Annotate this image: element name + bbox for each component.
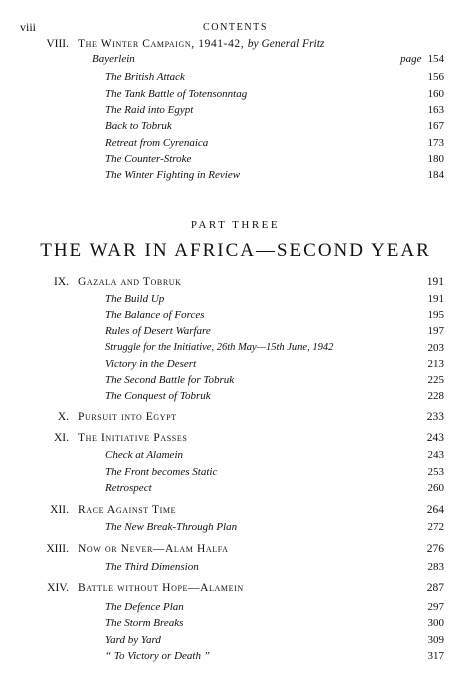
chapter-number: VIII.	[46, 38, 69, 50]
chapter-title: Gazala and Tobruk	[78, 276, 182, 288]
section-page: 297	[427, 601, 444, 613]
section-page: 191	[427, 293, 444, 305]
chapter-page: 264	[426, 504, 444, 516]
section-page: 203	[427, 342, 444, 354]
chapter-entry	[0, 411, 471, 427]
section-page: 173	[427, 137, 444, 149]
section-title: The Second Battle for Tobruk	[105, 374, 235, 386]
section-title: The Build Up	[105, 293, 165, 305]
part-heading: PART THREE	[190, 219, 281, 231]
chapter-byline: by General Fritz	[247, 38, 325, 50]
section-page: 309	[427, 634, 444, 646]
section-title: The Raid into Egypt	[105, 104, 194, 116]
section-title: Back to Tobruk	[105, 120, 172, 132]
chapter-page: 276	[426, 543, 444, 555]
section-title: The Conquest of Tobruk	[105, 390, 211, 402]
chapter-page: 233	[426, 411, 444, 423]
section-title: The Winter Fighting in Review	[105, 169, 241, 181]
section-title: The British Attack	[105, 71, 185, 83]
chapter-entry	[0, 276, 471, 292]
chapter-entry	[0, 543, 471, 559]
section-page: 300	[427, 617, 444, 629]
section-title: The Counter-Stroke	[105, 153, 192, 165]
section-page: 156	[427, 71, 444, 83]
section-title: Struggle for the Initiative, 26th May—15th June, 1942	[105, 342, 334, 353]
section-title: Victory in the Desert	[105, 358, 197, 370]
page-label: page	[400, 53, 422, 65]
section-page: 180	[427, 153, 444, 165]
chapter-page: 191	[426, 276, 444, 288]
section-title: Retreat from Cyrenaica	[105, 137, 209, 149]
chapter-title: Race Against Time	[78, 504, 177, 516]
part-title: THE WAR IN AFRICA—SECOND YEAR	[40, 240, 431, 261]
section-title: The Balance of Forces	[105, 309, 205, 321]
section-page: 163	[427, 104, 444, 116]
chapter-byline-cont: Bayerlein	[92, 53, 135, 65]
section-title: Retrospect	[105, 482, 152, 494]
chapter-number: XI.	[53, 432, 69, 444]
section-page: 225	[427, 374, 444, 386]
chapter-page: 243	[426, 432, 444, 444]
section-page: 228	[427, 390, 444, 402]
section-page: 213	[427, 358, 444, 370]
section-title: Yard by Yard	[105, 634, 161, 646]
chapter-number: IX.	[53, 276, 69, 288]
section-title: “ To Victory or Death ”	[105, 650, 210, 662]
section-page: 253	[427, 466, 444, 478]
section-title: The New Break-Through Plan	[105, 521, 238, 533]
chapter-number: X.	[57, 411, 69, 423]
section-title: The Storm Breaks	[105, 617, 184, 629]
chapter-number: XII.	[50, 504, 69, 516]
section-title: Check at Alamein	[105, 449, 183, 461]
section-title: The Defence Plan	[105, 601, 184, 613]
section-page: 195	[427, 309, 444, 321]
section-title: Rules of Desert Warfare	[105, 325, 211, 337]
section-page: 283	[427, 561, 444, 573]
chapter-number: XIII.	[46, 543, 69, 555]
chapter-entry	[0, 38, 471, 54]
chapter-title: The Initiative Passes	[78, 432, 188, 444]
section-page: 160	[427, 88, 444, 100]
chapter-entry	[0, 432, 471, 448]
section-page: 243	[427, 449, 444, 461]
chapter-title: Pursuit into Egypt	[78, 411, 177, 423]
section-title: The Front becomes Static	[105, 466, 218, 478]
running-head: CONTENTS	[202, 22, 269, 33]
page-folio: viii	[20, 20, 37, 34]
section-page: 167	[427, 120, 444, 132]
section-title: The Third Dimension	[105, 561, 199, 573]
section-page: 317	[427, 650, 444, 662]
section-page: 260	[427, 482, 444, 494]
section-page: 272	[427, 521, 444, 533]
section-page: 184	[427, 169, 444, 181]
chapter-page: 287	[426, 582, 444, 594]
chapter-entry	[0, 504, 471, 520]
chapter-number: XIV.	[47, 582, 69, 594]
chapter-page: page 154	[400, 53, 444, 65]
chapter-title: Now or Never—Alam Halfa	[78, 543, 229, 555]
section-page: 197	[427, 325, 444, 337]
chapter-title: Battle without Hope—Alamein	[78, 582, 244, 594]
chapter-title: The Winter Campaign, 1941-42, by General Fritz	[78, 38, 325, 50]
section-title: The Tank Battle of Totensonntag	[105, 88, 248, 100]
chapter-entry	[0, 582, 471, 598]
